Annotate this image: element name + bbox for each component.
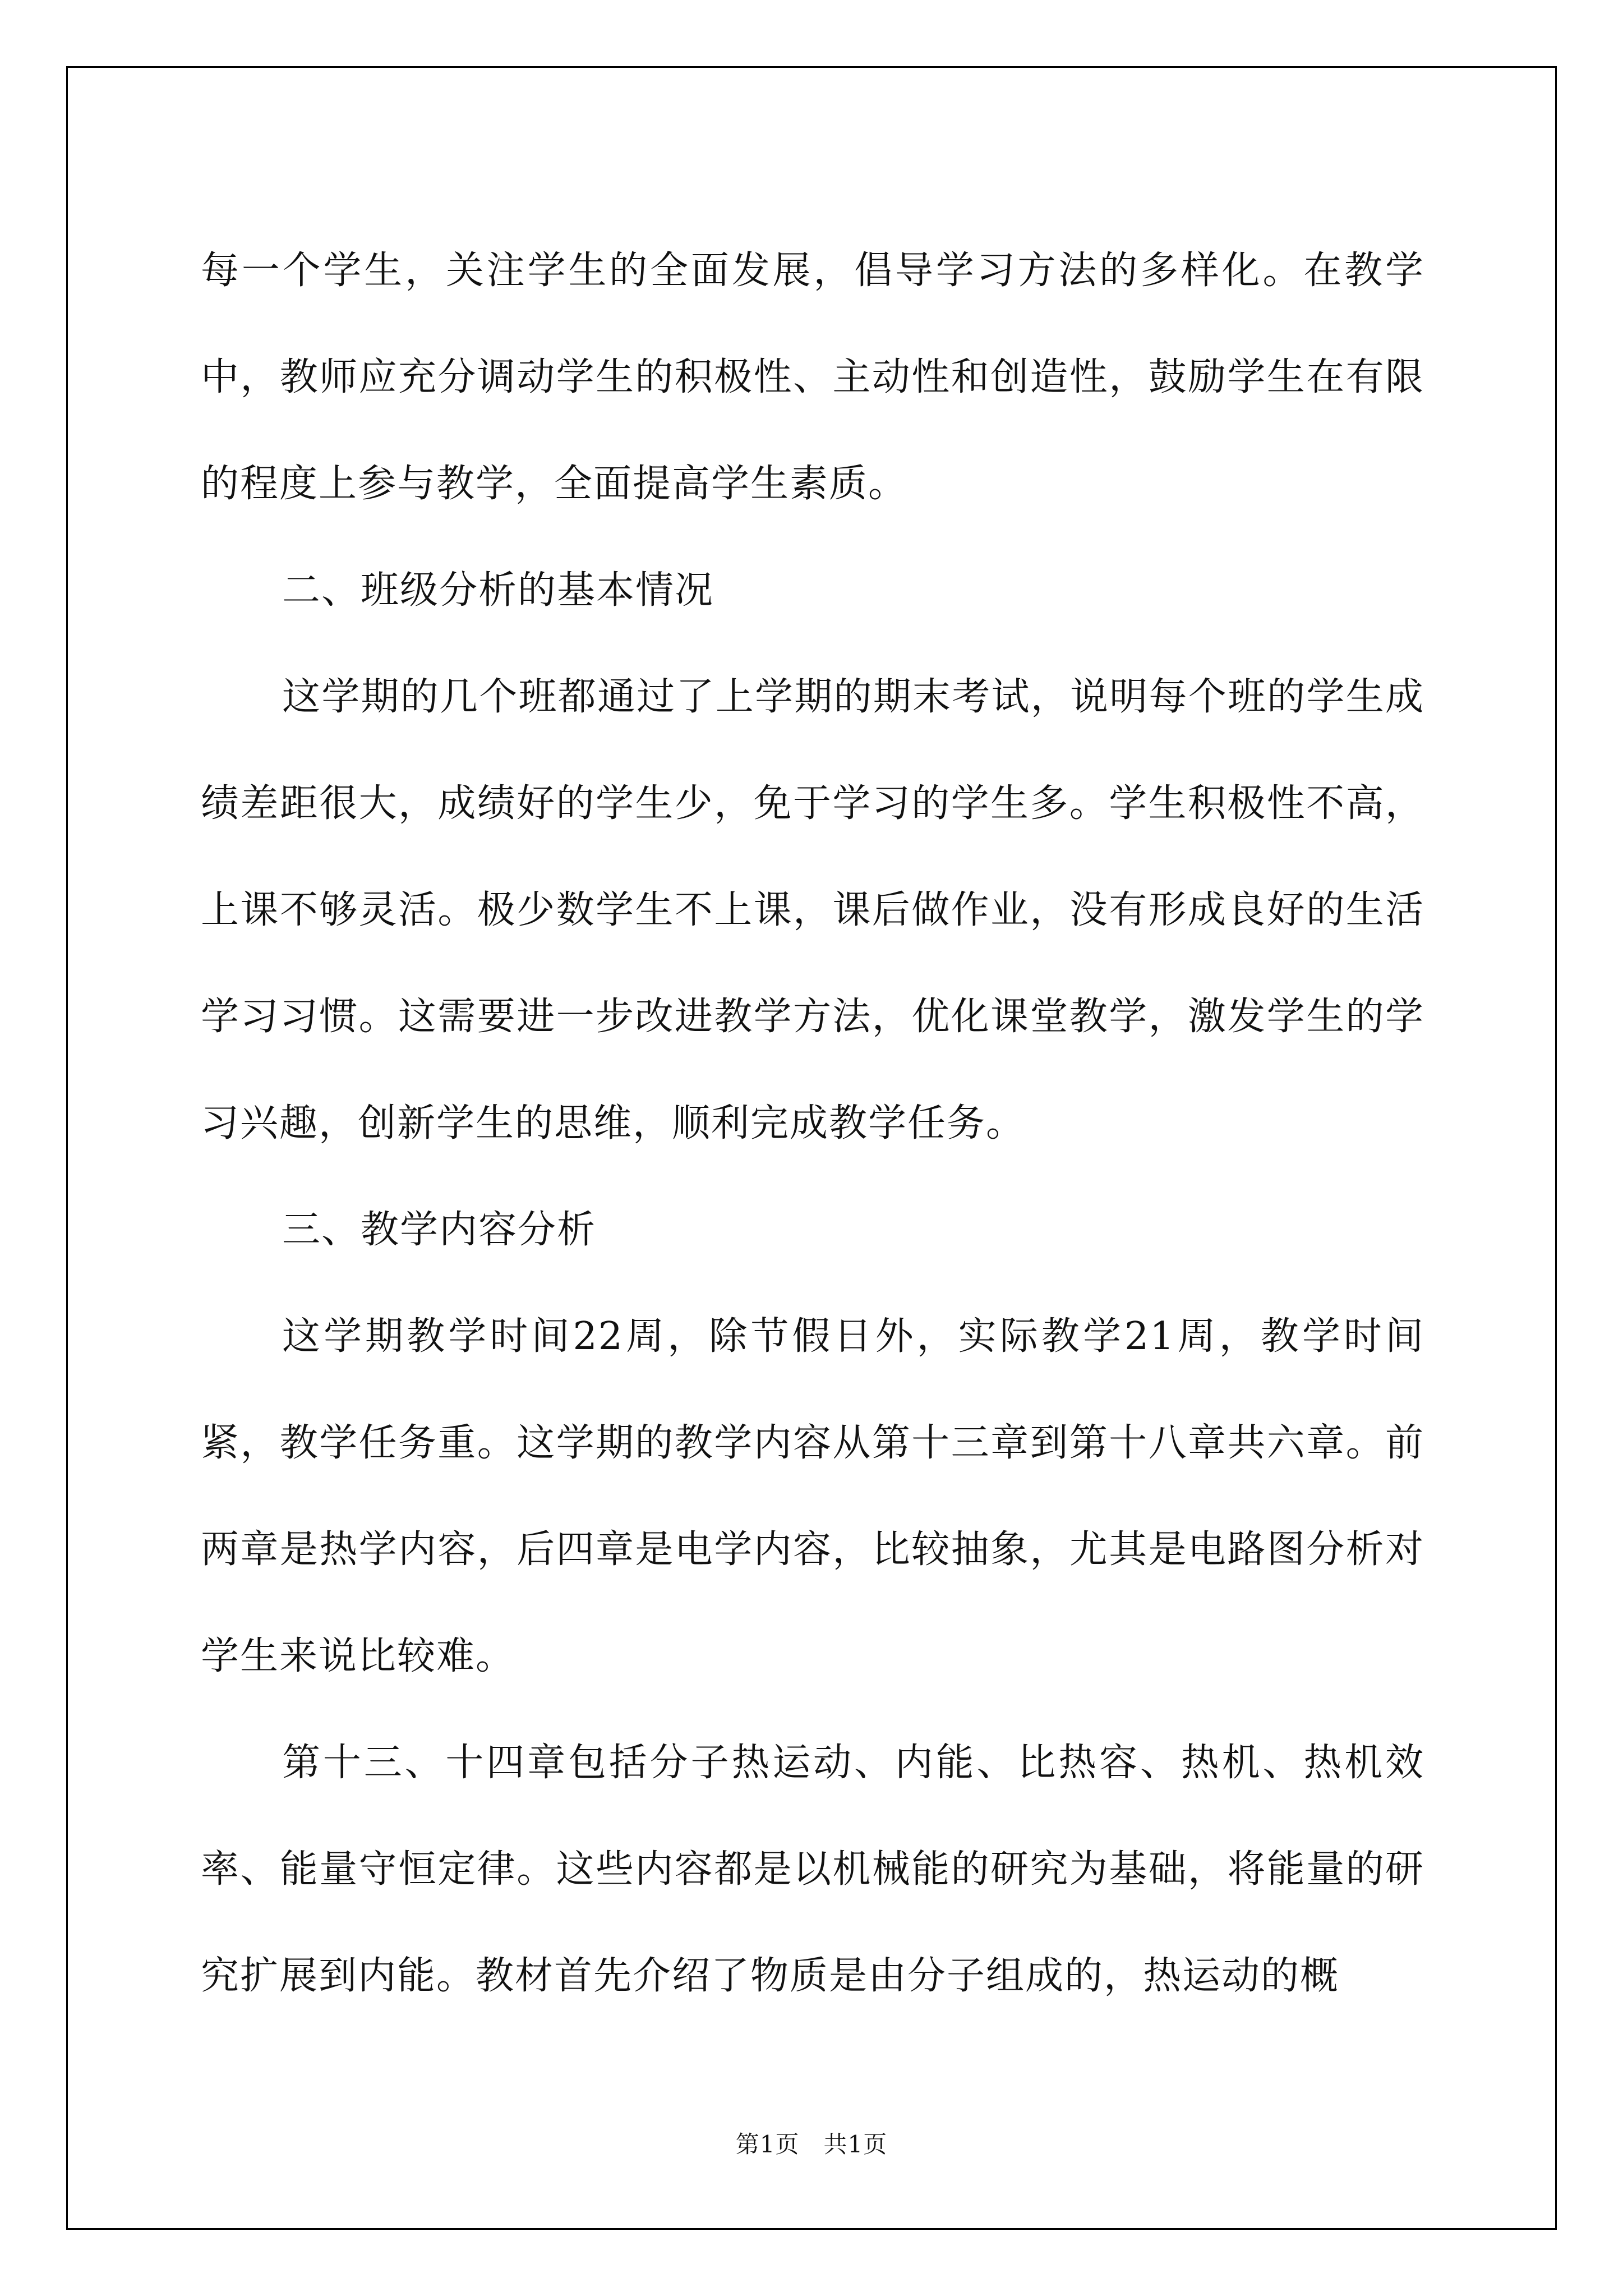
- document-body: [201, 218, 1424, 2030]
- paragraph-teaching-time: 这学期教学时间22周，除节假日外，实际教学21周，教学时间紧，教学任务重。这学期的教学内容从第十三章到第十八章共六章。前两章是热学内容，后四章是电学内容，比较抽象，尤其是电路图分析对学生来说比较难。: [201, 1314, 1424, 1678]
- page-number: 第1页 共1页: [735, 2131, 888, 2158]
- heading-content-analysis: 三、教学内容分析: [282, 1208, 597, 1252]
- paragraph-1: 每一个学生，关注学生的全面发展，倡导学习方法的多样化。在教学中，教师应充分调动学生的积极性、主动性和创造性，鼓励学生在有限的程度上参与教学，全面提高学生素质。: [201, 249, 1424, 506]
- paragraph-class-analysis: 这学期的几个班都通过了上学期的期末考试，说明每个班的学生成绩差距很大，成绩好的学生少，免于学习的学生多。学生积极性不高，上课不够灵活。极少数学生不上课，课后做作业，没有形成良好的生活学习习惯。这需要进一步改进教学方法，优化课堂教学，激发学生的学习兴趣，创新学生的思维，顺利完成教学任务。: [201, 675, 1424, 1145]
- paragraph-chapters-13-14: 第十三、十四章包括分子热运动、内能、比热容、热机、热机效率、能量守恒定律。这些内容都是以机械能的研究为基础，将能量的研究扩展到内能。教材首先介绍了物质是由分子组成的，热运动的概: [201, 1741, 1424, 1998]
- heading-class-analysis: 二、班级分析的基本情况: [282, 568, 714, 613]
